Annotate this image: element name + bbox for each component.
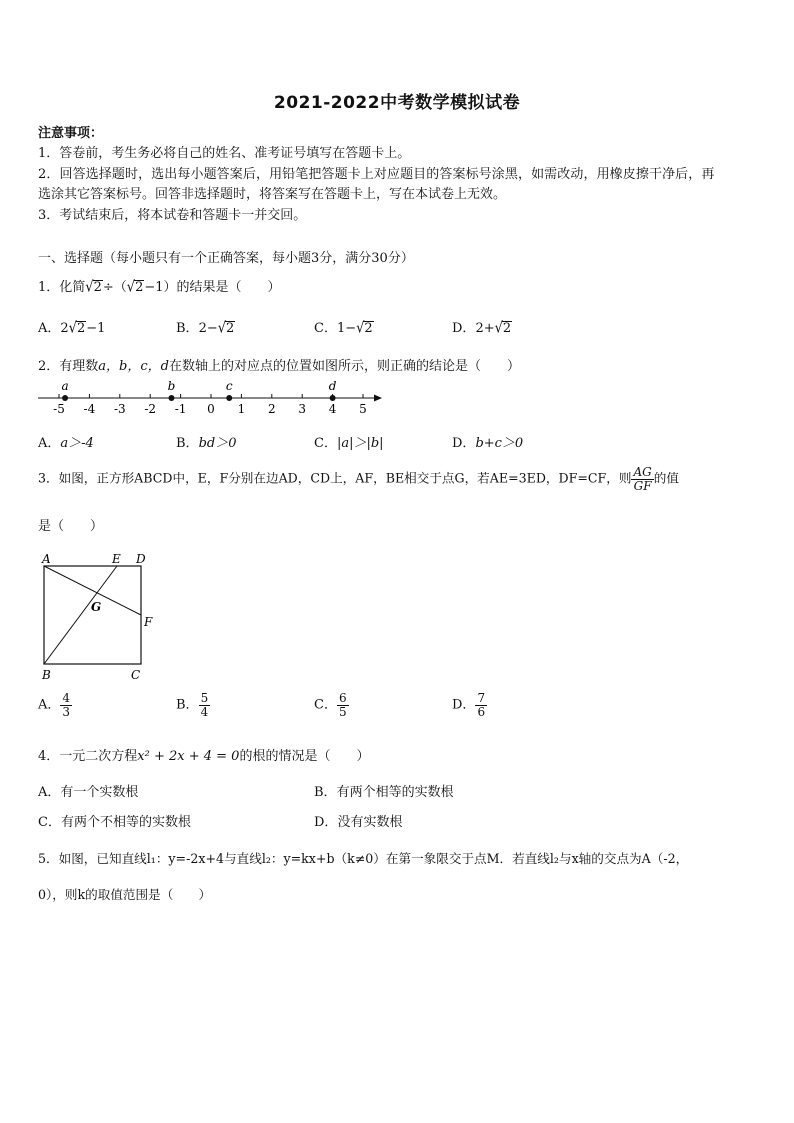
fraction-numerator: 6 [338,691,347,705]
question-3-stem [38,466,679,492]
q2-option-b[interactable] [176,432,236,451]
option-label: C． [314,321,337,336]
option-text: 有两个不相等的实数根 [60,815,191,830]
fraction-denominator: GF [633,478,652,493]
option-fraction [337,692,349,718]
option-text: a＞-4 [60,436,94,451]
question-5-line-2: 0），则k的取值范围是（ ） [38,887,212,902]
option-label: C． [314,697,337,713]
option-label: A． [38,321,61,336]
radical-sign: √ [126,278,136,297]
fraction-numerator: 7 [477,691,486,705]
notice-heading: 注意事项： [38,126,104,141]
tick-label: -2 [144,402,157,416]
option-pre: 1− [336,321,357,336]
q2-option-a[interactable] [38,432,94,451]
tick-label: -1 [174,402,187,416]
q3-option-c[interactable] [314,692,349,718]
q3-option-d[interactable] [452,692,487,718]
option-label: D． [452,321,476,336]
option-label: B． [176,697,199,713]
q2-text-b: 在数轴上的对应点的位置如图所示，则正确的结论是（ ） [168,359,520,374]
q4-option-d[interactable] [314,811,402,830]
label-e: E [112,552,121,566]
option-label: B． [176,436,199,451]
fraction-denominator: 6 [477,704,486,719]
q1-suffix: 的结果是（ ） [176,280,281,295]
option-fraction [475,692,487,718]
q1-radicand: 2 [93,280,102,295]
point-label-a: a [61,379,69,393]
option-text: b+c＞0 [475,436,524,451]
q3-fraction [631,466,653,492]
q1-option-d[interactable] [452,317,512,336]
question-5-line-1: 5．如图，已知直线l₁：y=-2x+4与直线l₂：y=kx+b（k≠0）在第一象限交于点M．若直线l₂与x轴的交点为A（-2， [38,851,689,866]
option-label: C． [38,815,61,830]
label-d: D [136,552,146,566]
fraction-denominator: 4 [200,704,209,719]
option-label: A． [38,436,61,451]
tick-label: -4 [83,402,96,416]
tick-label: 1 [237,402,246,416]
q2-text-a: 2．有理数 [38,359,99,374]
tick-label: 3 [298,402,307,416]
q4-option-a[interactable] [38,781,138,800]
tick-label: 4 [328,402,337,416]
point-label-c: c [225,379,233,393]
q3-text: 3．如图，正方形ABCD中，E，F分别在边AD，CD上，AF，BE相交于点G，若AE=3ED，DF=CF，则 [38,470,632,486]
option-label: B． [314,785,337,800]
option-label: A． [38,697,61,713]
tick-label: -5 [53,402,65,416]
label-b: B [42,668,51,682]
label-a: A [42,552,51,566]
option-pre: 2+ [475,321,495,336]
q1-radicand-2: 2 [135,280,144,295]
option-text: 有两个相等的实数根 [336,785,454,800]
radical-sign: √ [356,319,365,338]
option-label: D． [314,815,338,830]
q3-text-end: 的值 [653,470,679,486]
square-figure [34,550,164,685]
option-text: 有一个实数根 [60,785,139,800]
point-label-d: d [328,379,337,393]
option-label: D． [452,436,476,451]
section-heading: 一、选择题（每小题只有一个正确答案，每小题3分，满分30分） [38,251,414,266]
q2-option-c[interactable] [314,432,384,451]
option-text: |a|＞|b| [336,436,384,451]
option-radicand: 2 [76,321,86,336]
fraction-denominator: 5 [338,704,347,719]
q3-option-a[interactable] [38,692,72,718]
label-f: F [144,615,153,629]
point-a [62,395,68,401]
option-fraction [60,692,72,718]
notice-item-3: 3．考试结束后，将本试卷和答题卡一并交回。 [38,208,307,223]
option-label: A． [38,785,61,800]
label-c: C [131,668,141,682]
q1-prefix: 1．化简 [38,280,86,295]
point-b [168,395,174,401]
q3-line-2: 是（ ） [38,519,104,534]
option-fraction [199,692,211,718]
option-pre: 2− [198,321,218,336]
point-label-b: b [167,379,176,393]
radical-sign: √ [494,319,503,338]
q3-option-b[interactable] [176,692,210,718]
option-radicand: 2 [364,321,373,336]
option-label: B． [176,321,199,336]
q1-option-b[interactable] [176,317,235,336]
number-line [30,372,390,420]
radical-sign: √ [68,319,77,338]
notice-item-1: 1．答卷前，考生务必将自己的姓名、准考证号填写在答题卡上。 [38,146,411,161]
notice-item-2-cont: 选涂其它答案标号。回答非选择题时，将答案写在答题卡上，写在本试卷上无效。 [38,187,507,202]
q1-option-a[interactable] [38,317,105,336]
q4-option-b[interactable] [314,781,454,800]
q2-vars: a，b，c，d [98,359,169,374]
tick-label: 5 [359,402,367,416]
option-post: −1 [86,321,106,336]
q4-prefix: 4．一元二次方程 [38,749,138,764]
fraction-numerator: 4 [62,691,71,705]
option-radicand: 2 [502,321,512,336]
point-c [226,395,232,401]
option-text: 没有实数根 [337,815,403,830]
fraction-numerator: 5 [200,691,209,705]
q4-option-c[interactable] [38,811,191,830]
page-title: 2021-2022中考数学模拟试卷 [273,93,521,113]
label-g: G [91,600,102,614]
question-1-stem [38,276,281,295]
fraction-numerator: AG [633,465,652,479]
q1-option-c[interactable] [314,317,374,336]
option-text: bd＞0 [198,436,237,451]
q2-option-d[interactable] [452,432,523,451]
q4-suffix: 的根的情况是（ ） [239,749,370,764]
tick-label: 0 [207,402,215,416]
q1-minus1: −1） [144,280,177,295]
tick-label: 2 [267,402,276,416]
radical-sign: √ [85,278,94,297]
option-label: D． [452,697,476,713]
q4-equation: x² + 2x + 4 = 0 [137,749,240,764]
option-label: C． [314,436,337,451]
segment-be [44,566,117,664]
q1-div: ÷（ [102,280,127,295]
point-d [330,395,336,401]
fraction-denominator: 3 [62,704,71,719]
square-abcd [44,566,141,664]
tick-label: -3 [113,402,126,416]
notice-item-2: 2．回答选择题时，选出每小题答案后，用铅笔把答题卡上对应题目的答案标号涂黑，如需改动，用橡皮擦干净后，再 [38,167,715,182]
question-4-stem [38,745,369,764]
radical-sign: √ [217,319,227,338]
arrow-head-icon [374,395,382,402]
option-pre: 2 [60,321,69,336]
option-radicand: 2 [226,321,235,336]
